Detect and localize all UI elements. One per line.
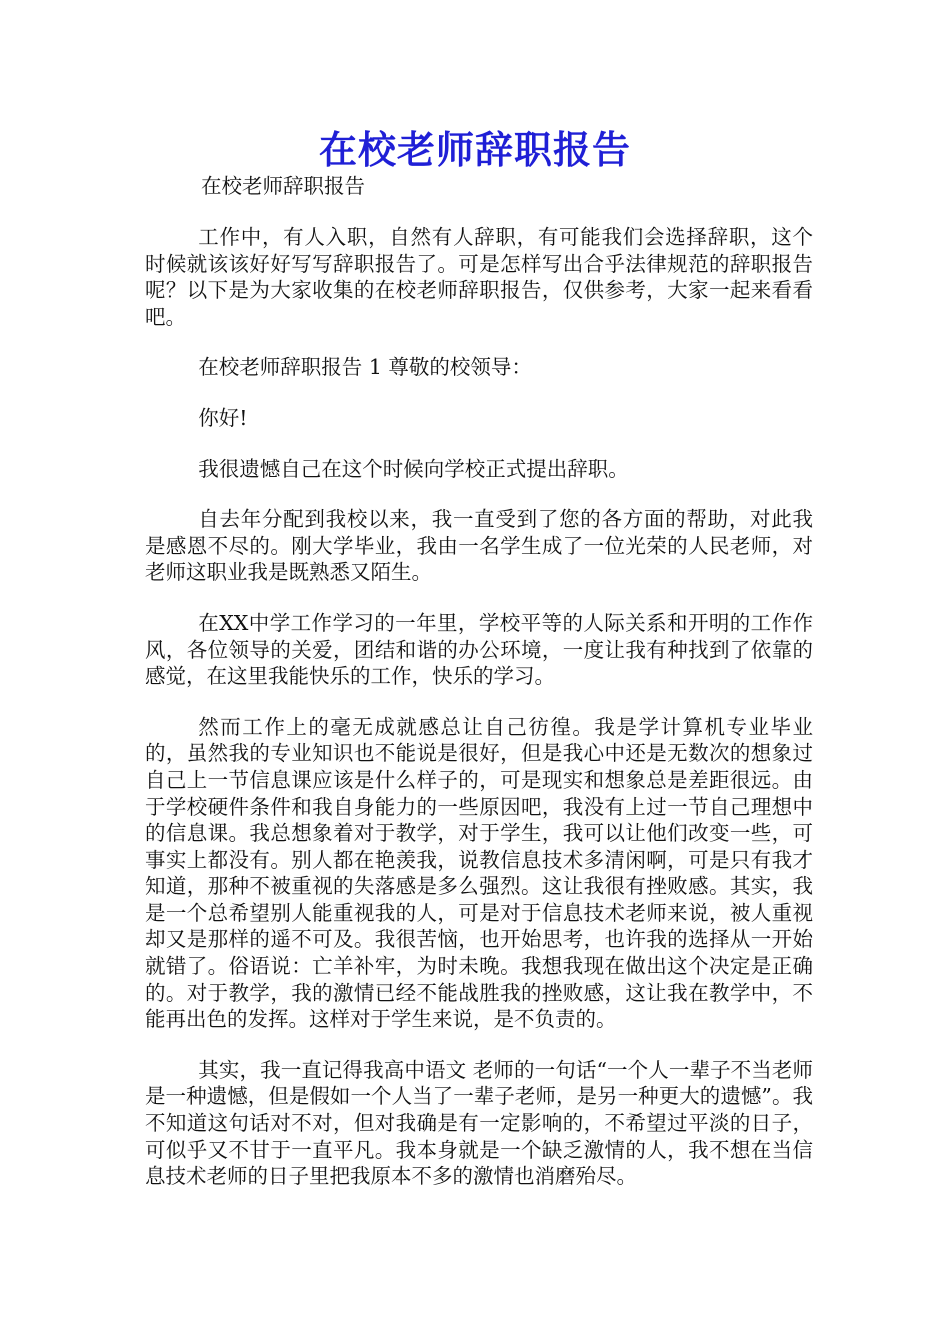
document-subtitle: 在校老师辞职报告: [201, 174, 365, 198]
reason-paragraph: 然而工作上的毫无成就感总让自己彷徨。我是学计算机专业毕业的，虽然我的专业知识也不能说是很好，但是我心中还是无数次的想象过自己上一节信息课应该是什么样子的，可是现实和想象总是差距很远。由于学校硬件条件和我自身能力的一些原因吧，我没有上过一节自己理想中的信息课。我总想象着对于教学，对于学生，我可以让他们改变一些，可事实上都没有。别人都在艳羡我，说教信息技术多清闲啊，可是只有我才知道，那种不被重视的失落感是多么强烈。这让我很有挫败感。其实，我是一个总希望别人能重视我的人，可是对于信息技术老师来说，被人重视却又是那样的遥不可及。我很苦恼，也开始思考，也许我的选择从一开始就错了。俗语说：亡羊补牢，为时未晚。我想我现在做出这个决定是正确的。对于教学，我的激情已经不能战胜我的挫败感，这让我在教学中，不能再出色的发挥。这样对于学生来说，是不负责的。: [145, 714, 813, 1032]
gratitude-paragraph: 自去年分配到我校以来，我一直受到了您的各方面的帮助，对此我是感恩不尽的。刚大学毕业，我由一名学生成了一位光荣的人民老师，对老师这职业我是既熟悉又陌生。: [145, 507, 813, 585]
greeting-paragraph: 你好!: [198, 405, 248, 430]
letter-heading-paragraph: 在校老师辞职报告 1 尊敬的校领导：: [198, 355, 532, 380]
school-experience-paragraph: 在XX中学工作学习的一年里，学校平等的人际关系和开明的工作作风，各位领导的关爱，团结和谐的办公环境，一度让我有种找到了依靠的感觉，在这里我能快乐的工作，快乐的学习。: [145, 610, 813, 689]
resignation-statement-paragraph: 我很遗憾自己在这个时候向学校正式提出辞职。: [198, 456, 629, 481]
quote-paragraph: 其实，我一直记得我高中语文 老师的一句话“一个人一辈子不当老师是一种遗憾，但是假如一个人当了一辈子老师，是另一种更大的遗憾”。我不知道这句话对不对，但对我确是有一定影响的，不希望过平淡的日子，可似乎又不甘于一直平凡。我本身就是一个缺乏激情的人，我不想在当信息技术老师的日子里把我原本不多的激情也消磨殆尽。: [145, 1057, 813, 1189]
document-title: 在校老师辞职报告: [318, 127, 631, 172]
intro-paragraph: 工作中，有人入职，自然有人辞职，有可能我们会选择辞职，这个时候就该该好好写写辞职报告了。可是怎样写出合乎法律规范的辞职报告呢？以下是为大家收集的在校老师辞职报告，仅供参考，大家一起来看看吧。: [145, 225, 813, 329]
document-body: [145, 172, 813, 1190]
